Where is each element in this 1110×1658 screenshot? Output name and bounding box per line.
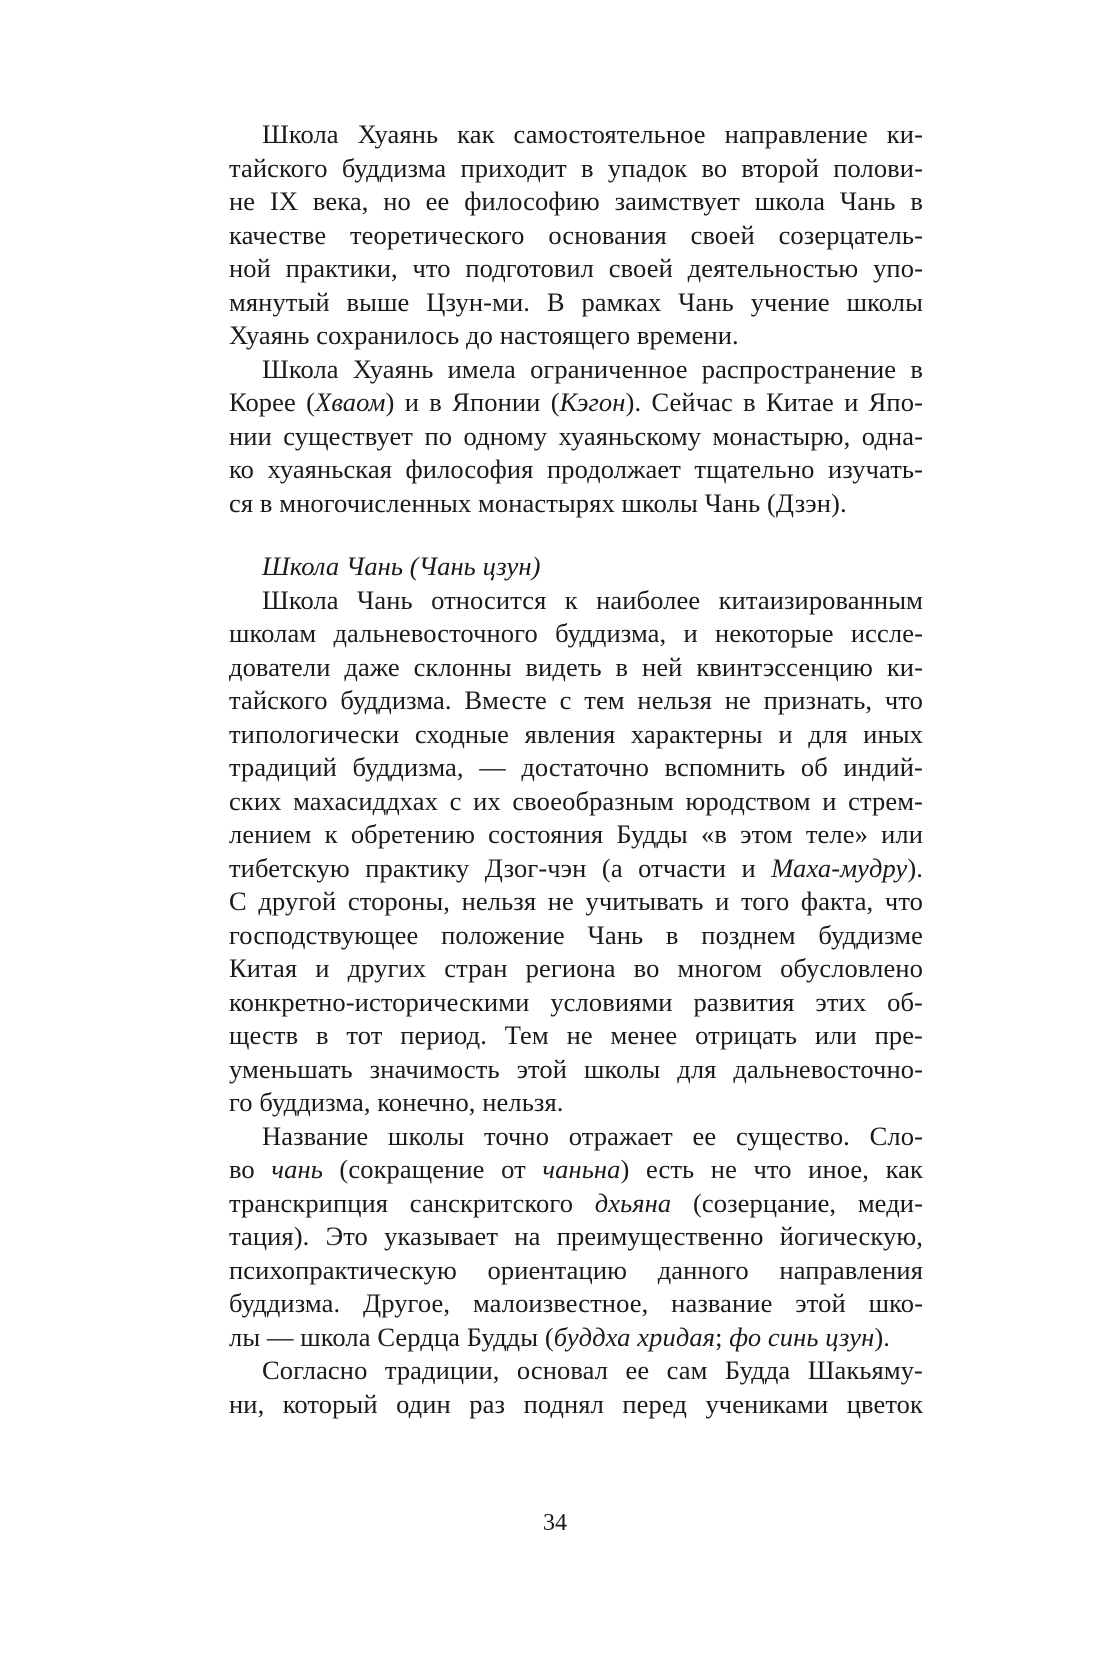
- section-gap: [229, 520, 923, 550]
- text-line: тайского буддизма приходит в упадок во второй полови-: [229, 152, 923, 183]
- text-line: С другой стороны, нельзя не учитывать и того факта, что: [229, 886, 923, 916]
- text-line: ся в многочисленных монастырях школы Чань (Дзэн).: [229, 487, 847, 518]
- text-line: Согласно традиции, основал ее сам Будда Шакьяму-: [262, 1355, 923, 1385]
- body-text: [229, 118, 923, 1421]
- text-line: уменьшать значимость этой школы для дальневосточно-: [229, 1053, 923, 1084]
- text-line: типологически сходные явления характерны и для иных: [229, 718, 923, 749]
- text-line: ществ в тот период. Тем не менее отрицать или пре-: [229, 1020, 923, 1050]
- text-line: буддизма. Другое, малоизвестное, название этой шко-: [229, 1288, 923, 1318]
- text-line: во чань (сокращение от чаньна) есть не что иное, как: [229, 1154, 923, 1184]
- text-line: психопрактическую ориентацию данного направления: [229, 1254, 923, 1285]
- text-line: Школа Хуаянь как самостоятельное направление ки-: [262, 119, 923, 149]
- text-line: традиций буддизма, — достаточно вспомнить об индий-: [229, 752, 923, 782]
- text-line: го буддизма, конечно, нельзя.: [229, 1087, 564, 1117]
- text-line: лы — школа Сердца Будды (буддха хридая; фо синь цзун).: [229, 1321, 890, 1352]
- text-line: тация). Это указывает на преимущественно йогическую,: [229, 1221, 923, 1251]
- text-line: ни, который один раз поднял перед учениками цветок: [229, 1388, 923, 1419]
- text-line: не IX века, но ее философию заимствует школа Чань в: [229, 186, 923, 216]
- text-line: качестве теоретического основания своей созерцатель-: [229, 219, 923, 250]
- section-heading: Школа Чань (Чань цзун): [262, 551, 541, 581]
- text-line: Корее (Хваом) и в Японии (Кэгон). Сейчас в Китае и Япо-: [229, 387, 923, 417]
- text-line: Хуаянь сохранилось до настоящего времени.: [229, 320, 739, 350]
- text-line: ной практики, что подготовил своей деятельностью упо-: [229, 253, 923, 283]
- text-line: тайского буддизма. Вместе с тем нельзя не признать, что: [229, 685, 923, 715]
- text-line: Школа Чань относится к наиболее китаизированным: [262, 584, 923, 615]
- text-line: конкретно-историческими условиями развития этих об-: [229, 986, 923, 1017]
- page-number: 34: [543, 1510, 567, 1536]
- text-line: мянутый выше Цзун-ми. В рамках Чань учение школы: [229, 286, 923, 317]
- text-line: ских махасиддхах с их своеобразным юродством и стрем-: [229, 785, 923, 816]
- text-line: ко хуаяньская философия продолжает тщательно изучать-: [229, 454, 923, 484]
- text-line: транскрипция санскритского дхьяна (созерцание, меди-: [229, 1187, 923, 1218]
- text-line: тибетскую практику Дзог-чэн (а отчасти и Маха-мудру).: [229, 852, 923, 883]
- text-line: лением к обретению состояния Будды «в этом теле» или: [229, 819, 923, 849]
- text-line: нии существует по одному хуаяньскому монастырю, одна-: [229, 420, 923, 451]
- text-line: Китая и других стран региона во многом обусловлено: [229, 953, 923, 983]
- text-line: школам дальневосточного буддизма, и некоторые иссле-: [229, 618, 923, 648]
- text-line: Школа Хуаянь имела ограниченное распространение в: [262, 353, 923, 384]
- text-line: Название школы точно отражает ее существо. Сло-: [262, 1120, 923, 1151]
- text-line: господствующее положение Чань в позднем буддизме: [229, 919, 923, 950]
- text-line: дователи даже склонны видеть в ней квинтэссенцию ки-: [229, 651, 923, 682]
